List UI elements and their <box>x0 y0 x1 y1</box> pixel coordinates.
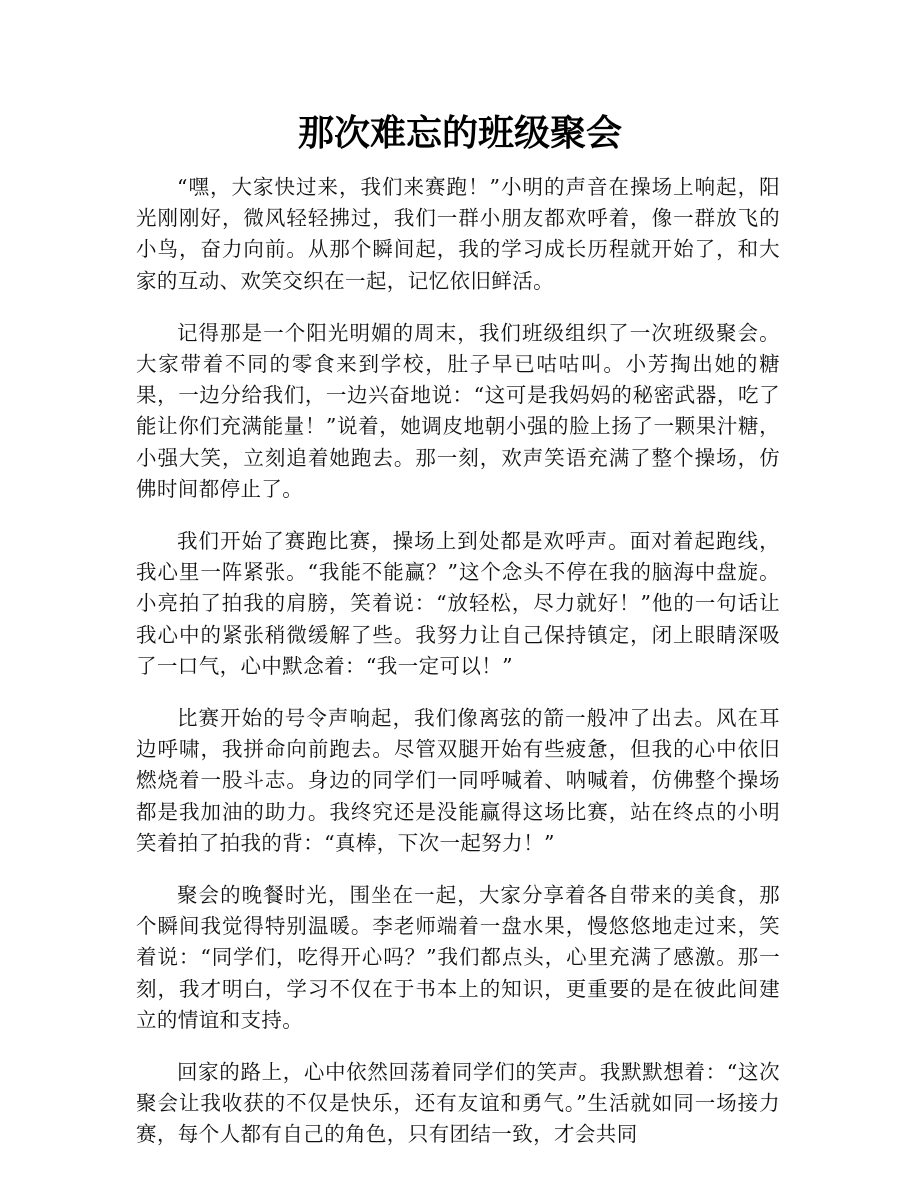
paragraph-6: 回家的路上，心中依然回荡着同学们的笑声。我默默想着：“这次聚会让我收获的不仅是快乐，还有友谊和勇气。”生活就如同一场接力赛，每个人都有自己的角色，只有团结一致，才会共同 <box>136 1060 780 1147</box>
document-title: 那次难忘的班级聚会 <box>297 113 622 154</box>
paragraph-4: 比赛开始的号令声响起，我们像离弦的箭一般冲了出去。风在耳边呼啸，我拼命向前跑去。尽管双腿开始有些疲惫，但我的心中依旧燃烧着一股斗志。身边的同学们一同呼喊着、呐喊着，仿佛整个操场都是我加油的助力。我终究还是没能赢得这场比赛，站在终点的小明笑着拍了拍我的背：“真棒，下次一起努力！” <box>136 706 780 855</box>
paragraph-3: 我们开始了赛跑比赛，操场上到处都是欢呼声。面对着起跑线，我心里一阵紧张。“我能不能赢？”这个念头不停在我的脑海中盘旋。小亮拍了拍我的肩膀，笑着说：“放轻松，尽力就好！”他的一句话让我心中的紧张稍微缓解了些。我努力让自己保持镇定，闭上眼睛深吸了一口气，心中默念着：“我一定可以！” <box>136 529 780 678</box>
paragraph-1: “嘿，大家快过来，我们来赛跑！”小明的声音在操场上响起，阳光刚刚好，微风轻轻拂过，我们一群小朋友都欢呼着，像一群放飞的小鸟，奋力向前。从那个瞬间起，我的学习成长历程就开始了，和大家的互动、欢笑交织在一起，记忆依旧鲜活。 <box>136 175 780 293</box>
paragraph-2: 记得那是一个阳光明媚的周末，我们班级组织了一次班级聚会。大家带着不同的零食来到学校，肚子早已咕咕叫。小芳掏出她的糖果，一边分给我们，一边兴奋地说：“这可是我妈妈的秘密武器，吃了能让你们充满能量！”说着，她调皮地朝小强的脸上扬了一颗果汁糖，小强大笑，立刻追着她跑去。那一刻，欢声笑语充满了整个操场，仿佛时间都停止了。 <box>136 320 780 501</box>
paragraph-5: 聚会的晚餐时光，围坐在一起，大家分享着各自带来的美食，那个瞬间我觉得特别温暖。李老师端着一盘水果，慢悠悠地走过来，笑着说：“同学们，吃得开心吗？”我们都点头，心里充满了感激。那一刻，我才明白，学习不仅在于书本上的知识，更重要的是在彼此间建立的情谊和支持。 <box>136 883 780 1032</box>
document-body <box>136 172 780 1172</box>
